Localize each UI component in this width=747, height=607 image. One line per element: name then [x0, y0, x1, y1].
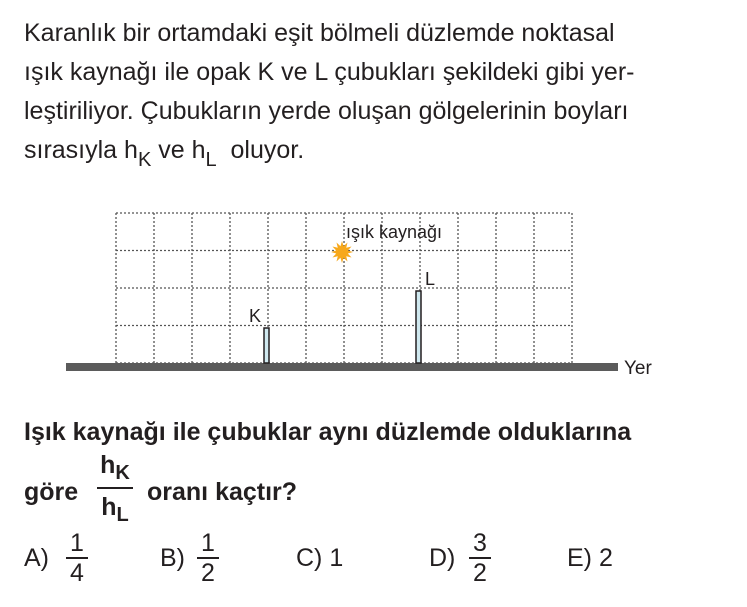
option-c-value: 1 — [329, 544, 344, 572]
ratio-den-h: h — [101, 493, 117, 521]
option-d-den: 2 — [473, 559, 487, 587]
line4-end: oluyor. — [216, 136, 305, 164]
question-line-3: leştiriliyor. Çubukların yerde oluşan gölgelerinin boyları — [24, 97, 629, 125]
prompt-gore: göre — [24, 478, 79, 506]
question-line-2: ışık kaynağı ile opak K ve L çubukları şekildeki gibi yer- — [24, 58, 635, 86]
option-c-letter: C) — [296, 544, 323, 572]
ground — [66, 363, 618, 371]
prompt-line-1: Işık kaynağı ile çubuklar aynı düzlemde olduklarına — [24, 418, 632, 446]
ratio-num-h: h — [100, 451, 116, 479]
option-c[interactable] — [296, 544, 343, 573]
line4-sub-l: L — [205, 149, 217, 171]
ratio-num-sub: K — [115, 462, 130, 484]
ratio-numerator — [97, 451, 133, 484]
option-b-letter[interactable]: B) — [160, 544, 185, 572]
light-source-label: ışık kaynağı — [346, 222, 443, 242]
prompt-end: oranı kaçtır? — [147, 478, 298, 506]
option-d-fraction[interactable] — [469, 530, 491, 586]
option-a-letter[interactable]: A) — [24, 544, 49, 572]
ratio-den-sub: L — [116, 504, 129, 526]
question-line-1: Karanlık bir ortamdaki eşit bölmeli düzlemde noktasal — [24, 19, 615, 47]
option-e-letter: E) — [567, 544, 592, 572]
rod-l — [416, 291, 421, 363]
ratio-denominator — [97, 493, 133, 526]
light-source-icon — [331, 241, 353, 263]
option-e[interactable] — [567, 544, 613, 573]
rod-l-label: L — [425, 269, 436, 289]
option-d-letter[interactable]: D) — [429, 544, 456, 572]
rod-k-label: K — [249, 306, 262, 326]
line4-mid: ve h — [151, 136, 206, 164]
grid-lines — [116, 213, 572, 363]
line4-sub-k: K — [137, 149, 152, 171]
option-d-num: 3 — [473, 529, 487, 557]
option-a-num: 1 — [70, 529, 84, 557]
option-a-den: 4 — [70, 559, 84, 587]
rod-k — [264, 328, 269, 363]
option-e-value: 2 — [598, 544, 613, 572]
ratio-bar — [97, 487, 133, 489]
ground-label: Yer — [624, 358, 652, 379]
option-b-num: 1 — [201, 529, 215, 557]
option-b-den: 2 — [201, 559, 215, 587]
option-a-fraction[interactable] — [66, 530, 88, 586]
line4-start: sırasıyla h — [24, 136, 138, 164]
ratio-fraction — [97, 451, 133, 526]
option-b-fraction[interactable] — [197, 530, 219, 586]
